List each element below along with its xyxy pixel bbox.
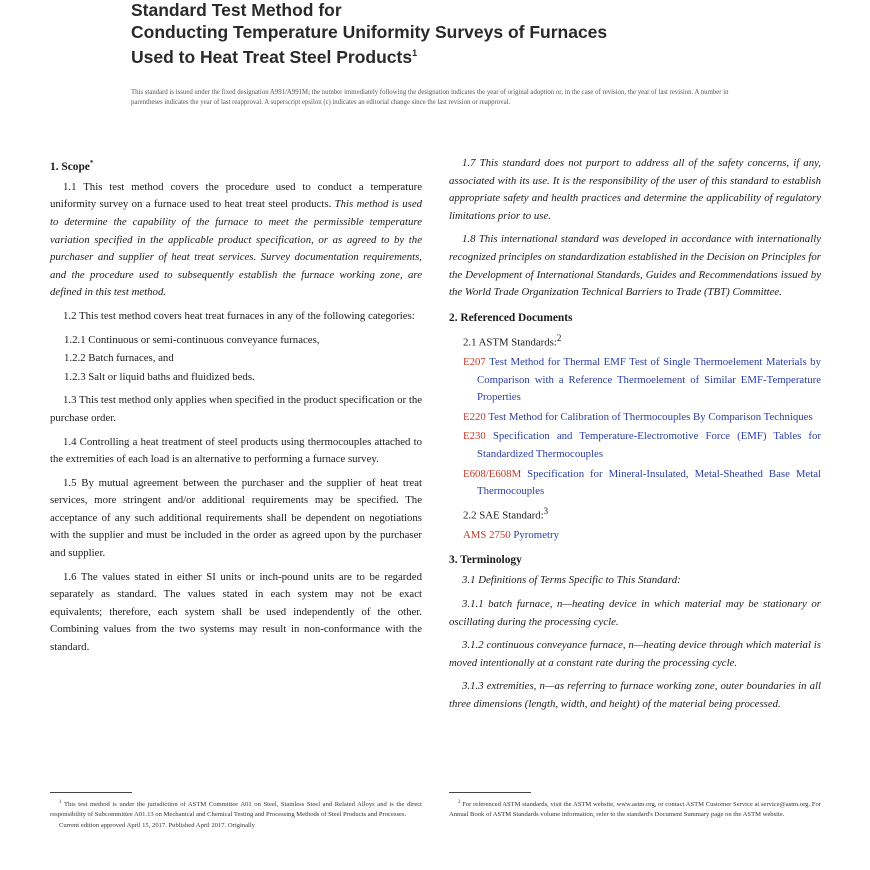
reference-item-e220[interactable]: E220 Test Method for Calibration of Thermocouples By Comparison Techniques [463, 410, 813, 423]
document-title [131, 0, 751, 68]
left-column [50, 155, 422, 663]
footnote-2: $^2$ For referenced ASTM standards, visit the ASTM website, www.astm.org, or contact ASTM Customer Service at service@astm.org. For Annual Book of ASTM Standards volume information, refer to the standard's Document Summary page on the ASTM website. [449, 800, 821, 818]
paragraph-1-2: 1.2 This test method covers heat treat furnaces in any of the following categories: [63, 309, 415, 322]
section-terminology-heading: 3. Terminology [449, 554, 522, 567]
title-line-1: Standard Test Method for [131, 0, 342, 20]
paragraph-1-2-1: 1.2.1 Continuous or semi-continuous conveyance furnaces, [64, 333, 320, 346]
section-scope-heading: 1. Scope* [50, 159, 94, 173]
footnote-divider-left [50, 792, 132, 793]
reference-item-e207[interactable]: E207 Test Method for Thermal EMF Test of Single Thermoelement Materials by Comparison with a Reference Thermoelement of Similar EMF-Temperature Properties [463, 355, 821, 404]
paragraph-1-1: 1.1 This test method covers the procedure used to conduct a temperature uniformity survey on a furnace used to heat treat steel products. This method is used to determine the capability of the furnace to meet the permissible temperature variation specified in the applicable product specification, or as agreed to by the purchaser and supplier of heat treat services. Survey documentation requirements, and the procedure used to subsequently establish the furnace working zone, are defined in this test method. [50, 180, 423, 299]
section-references-heading: 2. Referenced Documents [449, 311, 573, 324]
paragraph-3-1: 3.1 Definitions of Terms Specific to This Standard: [462, 574, 681, 587]
reference-item-e230[interactable]: E230 Specification and Temperature-Electromotive Force (EMF) Tables for Standardized Thermocouples [463, 430, 821, 460]
astm-standards-intro: 2.1 ASTM Standards:$^2$ [463, 332, 562, 349]
preamble-note: This standard is issued under the fixed designation A991/A991M; the number immediately following the designation indicates the year of original adoption or, in the case of revision, the year of last revision. A number in parentheses indicates the year of last reapproval. A superscript epsilon (ε) indicates an editorial change since the last revision or reapproval. [131, 89, 729, 106]
right-column [449, 155, 821, 720]
footnotes-left [50, 798, 422, 833]
reference-item-e608[interactable]: E608/E608M Specification for Mineral-Insulated, Metal-Sheathed Base Metal Thermocouples [463, 467, 822, 498]
paragraph-1-4: 1.4 Controlling a heat treatment of steel products using thermocouples attached to the extremities of each load is an alternative to performing a furnace survey. [50, 435, 422, 466]
paragraph-3-1-2: 3.1.2 continuous conveyance furnace, n—heating device through which material is moved intentionally at a constant rate during the processing cycle. [449, 639, 821, 669]
paragraph-1-8: 1.8 This international standard was developed in accordance with internationally recognized principles on standardization established in the Decision on Principles for the Development of International Standards, Guides and Recommendations issued by the World Trade Organization Technical Barriers to Trade (TBT) Committee. [449, 233, 821, 299]
paragraph-1-2-2: 1.2.2 Batch furnaces, and [64, 352, 174, 365]
reference-item-ams2750[interactable]: AMS 2750 Pyrometry [463, 528, 559, 541]
paragraph-1-6: 1.6 The values stated in either SI units or inch-pound units are to be regarded separately as standard. The values stated in each system may not be exact equivalents; therefore, each system shall be used independently of the other. Combining values from the two systems may result in non-conformance with the standard. [50, 570, 422, 654]
sae-standard-intro: 2.2 SAE Standard:$^3$ [463, 505, 549, 522]
paragraph-3-1-3: 3.1.3 extremities, n—as referring to furnace working zone, outer boundaries in all three dimensions (length, width, and height) of the material being processed. [449, 680, 821, 711]
footnote-divider-right [449, 792, 531, 793]
paragraph-1-2-3: 1.2.3 Salt or liquid baths and fluidized beds. [64, 370, 255, 383]
title-line-3: Used to Heat Treat Steel Products$^1$ [131, 46, 418, 67]
paragraph-1-3: 1.3 This test method only applies when specified in the product specification or the purchase order. [50, 394, 423, 424]
title-footnote-mark: 1 [412, 48, 418, 58]
footnotes-right [449, 798, 821, 821]
title-line-2: Conducting Temperature Uniformity Surveys of Furnaces [131, 21, 608, 42]
paragraph-3-1-1: 3.1.1 batch furnace, n—heating device in which material may be stationary or oscillating during the processing cycle. [449, 598, 821, 628]
footnote-edition: Current edition approved April 15, 2017. Published April 2017. Originally [59, 822, 255, 830]
footnote-1: $^1$ This test method is under the jurisdiction of ASTM Committee A01 on Steel, Stainless Steel and Related Alloys and is the direct responsibility of Subcommittee A01.13 on Mechanical and Chemical Testing and Processing Methods of Steel Products and Processes. [50, 800, 423, 818]
paragraph-1-5: 1.5 By mutual agreement between the purchaser and the supplier of heat treat services, more stringent and/or additional requirements may be specified. The acceptance of any such additional requirements shall be dependent on negotiations with the supplier and must be included in the order as agreed upon by the purchaser and supplier. [50, 476, 422, 560]
paragraph-1-7: 1.7 This standard does not purport to address all of the safety concerns, if any, associated with its use. It is the responsibility of the user of this standard to establish appropriate safety and health practices and determine the applicability of regulatory limitations prior to use. [449, 157, 821, 222]
